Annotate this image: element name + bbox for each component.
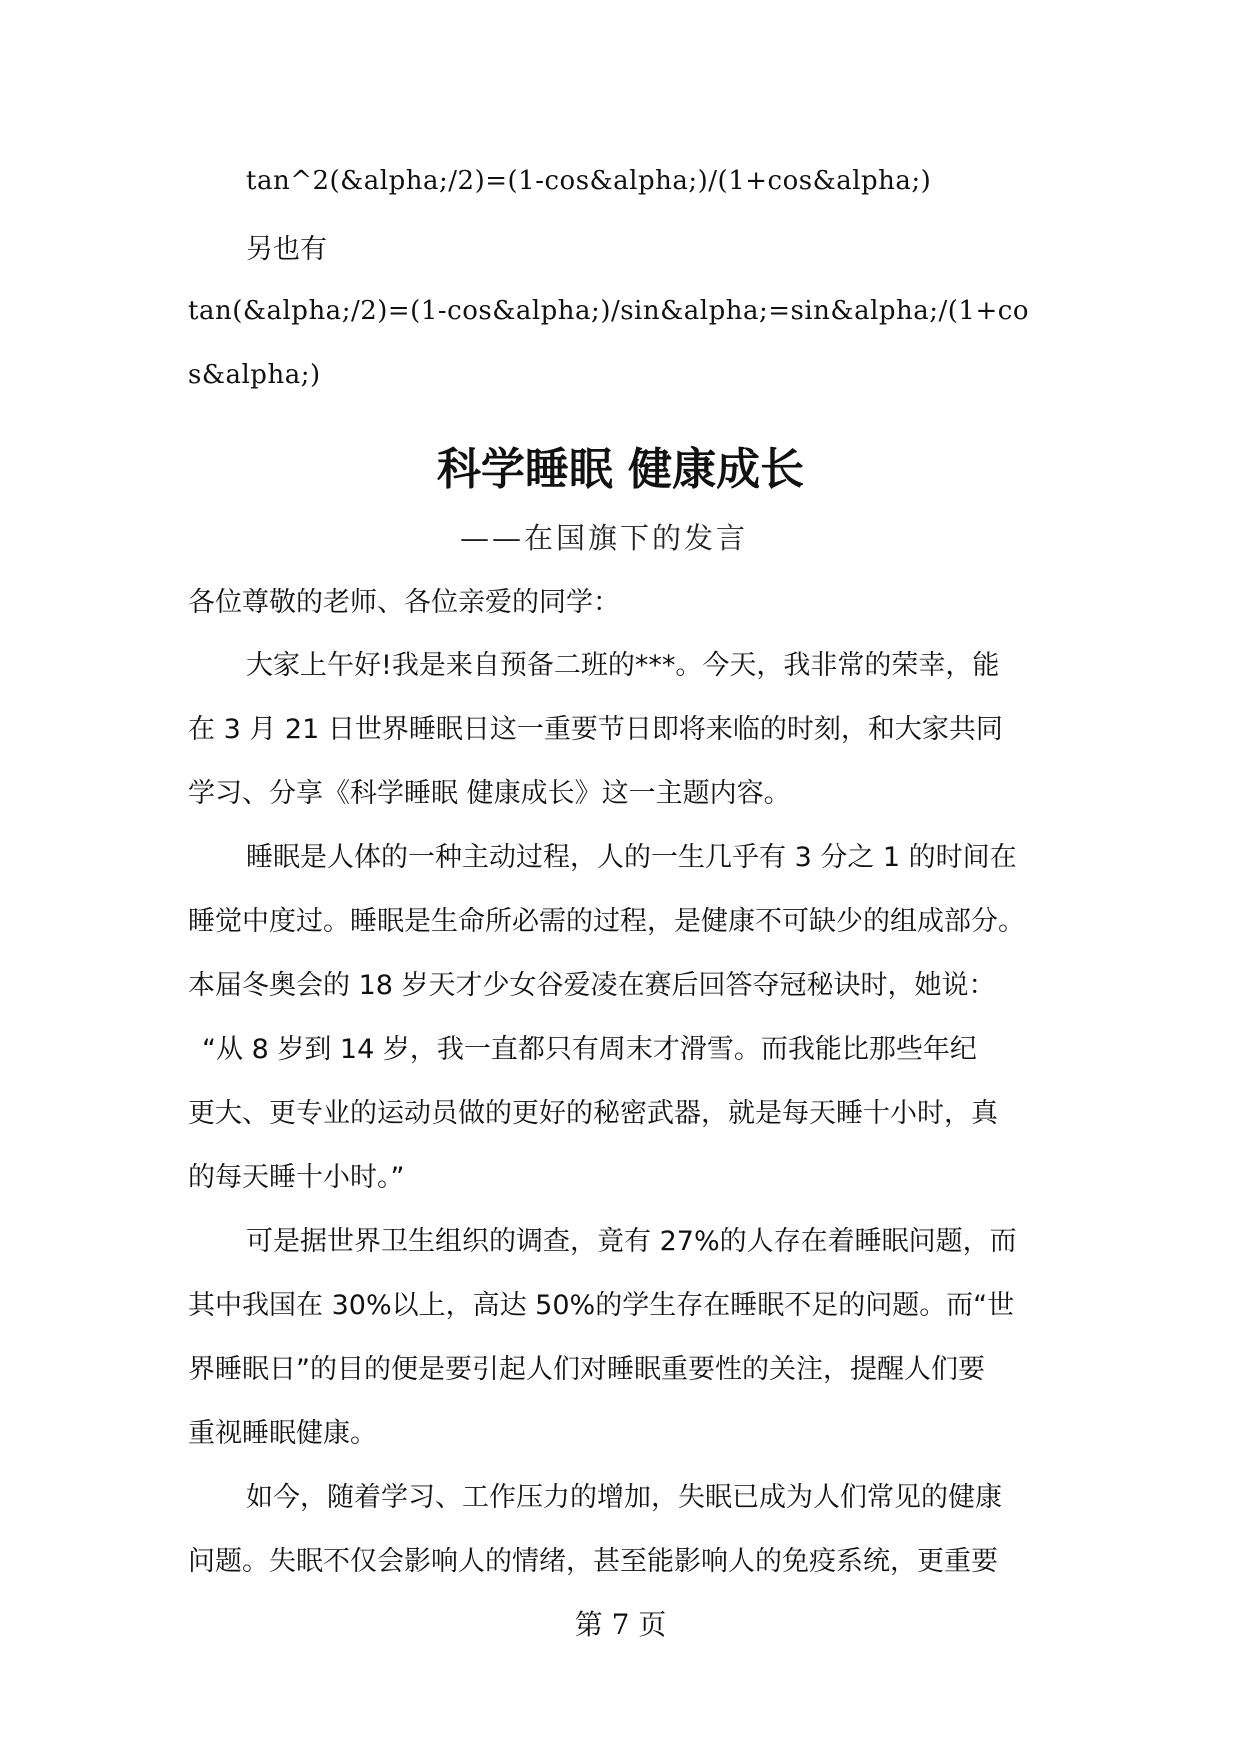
body-line: 睡觉中度过。睡眠是生命所必需的过程，是健康不可缺少的组成部分。	[188, 906, 1025, 937]
body-line: 界睡眠日”的目的便是要引起人们对睡眠重要性的关注，提醒人们要	[188, 1354, 985, 1385]
formula-line-2b: s&alpha;)	[188, 360, 321, 390]
body-line: 其中我国在 30%以上，高达 50%的学生存在睡眠不足的问题。而“世	[188, 1290, 1015, 1321]
body-line: 学习、分享《科学睡眠 健康成长》这一主题内容。	[188, 778, 791, 809]
body-line: 更大、更专业的运动员做的更好的秘密武器，就是每天睡十小时，真	[188, 1098, 998, 1129]
page-title: 科学睡眠 健康成长	[436, 444, 805, 495]
body-line: 在 3 月 21 日世界睡眠日这一重要节日即将来临的时刻，和大家共同	[188, 714, 1003, 745]
body-line: 的每天睡十小时。”	[188, 1162, 405, 1193]
page-subtitle: ——在国旗下的发言	[460, 521, 749, 555]
body-line: 问题。失眠不仅会影响人的情绪，甚至能影响人的免疫系统，更重要	[188, 1546, 998, 1577]
formula-intro: 另也有	[246, 234, 327, 265]
body-line: 大家上午好!我是来自预备二班的***。今天，我非常的荣幸，能	[246, 650, 1000, 681]
body-line: 重视睡眠健康。	[188, 1418, 377, 1449]
formula-line-1: tan^2(&alpha;/2)=(1-cos&alpha;)/(1+cos&alpha;)	[246, 166, 932, 196]
body-line: 可是据世界卫生组织的调查，竟有 27%的人存在着睡眠问题，而	[246, 1226, 1017, 1257]
body-line: 本届冬奥会的 18 岁天才少女谷爱凌在赛后回答夺冠秘诀时，她说：	[188, 970, 996, 1001]
body-line: “从 8 岁到 14 岁，我一直都只有周末才滑雪。而我能比那些年纪	[202, 1034, 977, 1065]
body-line: 如今，随着学习、工作压力的增加，失眠已成为人们常见的健康	[246, 1482, 1002, 1513]
formula-line-2a: tan(&alpha;/2)=(1-cos&alpha;)/sin&alpha;=sin&alpha;/(1+co	[188, 296, 1029, 326]
salutation: 各位尊敬的老师、各位亲爱的同学：	[188, 587, 620, 618]
body-line: 睡眠是人体的一种主动过程，人的一生几乎有 3 分之 1 的时间在	[246, 842, 1017, 873]
page-number: 第 7 页	[574, 1608, 667, 1641]
